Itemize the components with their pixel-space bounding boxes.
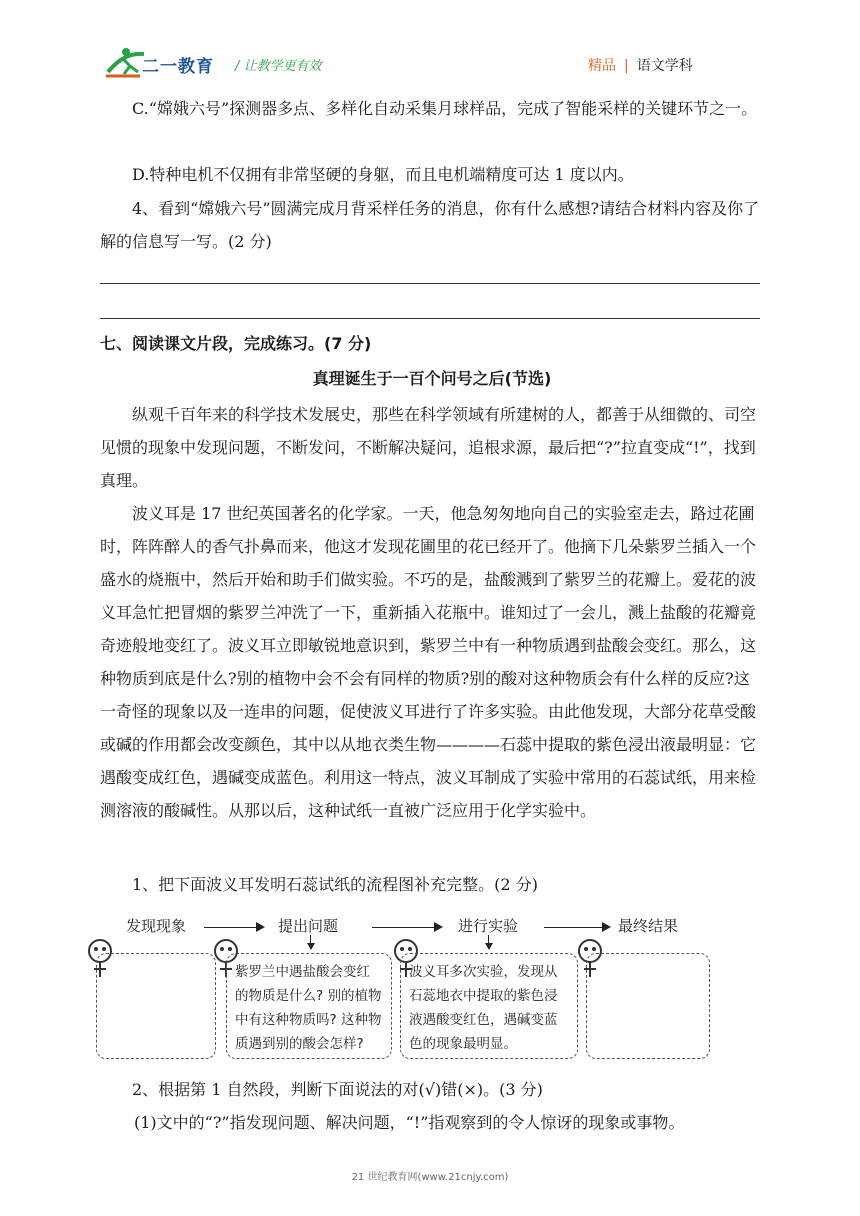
section-7-title: 七、阅读课文片段，完成练习。(7 分) xyxy=(100,334,372,353)
step-experiment: 进行实验 xyxy=(458,917,519,935)
flowchart xyxy=(86,905,726,1065)
page-footer: 21 世纪教育网(www.21cnjy.com) xyxy=(351,1172,509,1183)
article-title: 真理诞生于一百个问号之后(节选) xyxy=(312,369,552,388)
arrow-line xyxy=(544,927,604,928)
answer-line-1[interactable] xyxy=(100,283,760,284)
question-4: 4、看到“嫦娥六号”圆满完成月背采样任务的消息，你有什么感想?请结合材料内容及你了解的信息写一写。(2 分) xyxy=(100,199,760,251)
question-2-item-1: (1)文中的“?”指发现问题、解决问题，“!”指观察到的令人惊讶的现象或事物。 xyxy=(134,1113,685,1132)
flow-box-result[interactable] xyxy=(586,953,710,1059)
answer-line-2[interactable] xyxy=(100,318,760,319)
page-header xyxy=(0,0,860,90)
question-2: 2、根据第 1 自然段，判断下面说法的对(√)错(×)。(3 分) xyxy=(132,1080,543,1099)
option-d: D.特种电机不仅拥有非常坚硬的身躯，而且电机端精度可达 1 度以内。 xyxy=(132,165,634,184)
step-question: 提出问题 xyxy=(278,917,339,935)
slogan: / 让教学更有效 xyxy=(235,59,322,74)
arrow-right-icon xyxy=(602,922,611,932)
paragraph-2: 波义耳是 17 世纪英国著名的化学家。一天，他急匆匆地向自己的实验室走去，路过花圃时，阵阵醉人的香气扑鼻而来，他这才发现花圃里的花已经开了。他摘下几朵紫罗兰插入一个盛水的烧瓶中，然后开始和助手们做实验。不巧的是，盐酸溅到了紫罗兰的花瓣上。爱花的波义耳急忙把冒烟的紫罗兰冲洗了一下，重新插入花瓶中。谁知过了一会儿，溅上盐酸的花瓣竟奇迹般地变红了。波义耳立即敏锐地意识到，紫罗兰中有一种物质遇到盐酸会变红。那么，这种物质到底是什么?别的植物中会不会有同样的物质?别的酸对这种物质会有什么样的反应?这一奇怪的现象以及一连串的问题，促使波义耳进行了许多实验。由此他发现，大部分花草受酸或碱的作用都会改变颜色，其中以从地衣类生物————石蕊中提取的紫色浸出液最明显：它遇酸变成红色，遇碱变成蓝色。利用这一特点，波义耳制成了实验中常用的石蕊试纸，用来检测溶液的酸碱性。从那以后，这种试纸一直被广泛应用于化学实验中。 xyxy=(100,504,757,820)
flow-box-experiment: 波义耳多次实验，发现从石蕊地衣中提取的紫色浸液遇酸变红色，遇碱变蓝色的现象最明显。 xyxy=(400,953,578,1059)
header-subject xyxy=(588,55,693,75)
paragraph-1: 纵观千百年来的科学技术发展史，那些在科学领域有所建树的人，都善于从细微的、司空见惯的现象中发现问题，不断发问，不断解决疑问，追根求源，最后把“?”拉直变成“!”，找到真理。 xyxy=(100,405,757,490)
quality-tag: 精品 xyxy=(588,58,616,74)
flow-box-discover[interactable] xyxy=(96,953,216,1059)
subject-label: 语文学科 xyxy=(636,58,693,74)
option-c: C.“嫦娥六号”探测器多点、多样化自动采集月球样品，完成了智能采样的关键环节之一。 xyxy=(132,99,758,118)
down-arrow-icon xyxy=(307,943,315,950)
flow-box-question: 紫罗兰中遇盐酸会变红的物质是什么? 别的植物中有这种物质吗? 这种物质遇到别的酸会怎样? xyxy=(226,953,392,1059)
down-arrow-icon xyxy=(485,943,493,950)
arrow-right-icon xyxy=(256,922,265,932)
question-1: 1、把下面波义耳发明石蕊试纸的流程图补充完整。(2 分) xyxy=(132,875,538,894)
step-discover: 发现现象 xyxy=(126,917,187,935)
arrow-right-icon xyxy=(434,922,443,932)
arrow-line xyxy=(204,927,258,928)
header-divider: | xyxy=(624,58,629,74)
logo-text: 二一教育 xyxy=(142,57,214,77)
step-result: 最终结果 xyxy=(618,917,679,935)
arrow-line xyxy=(372,927,436,928)
